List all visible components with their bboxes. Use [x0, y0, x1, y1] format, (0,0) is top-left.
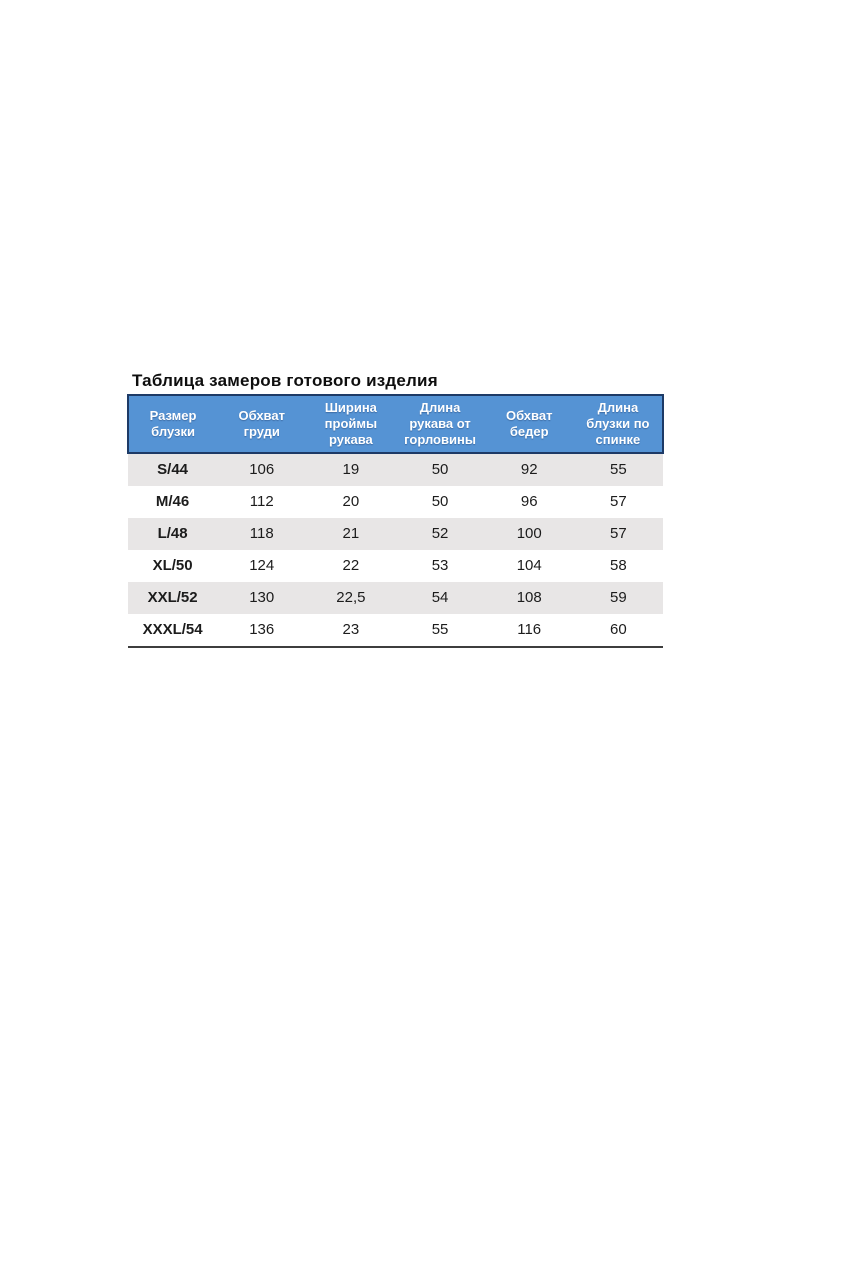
value-cell: 130 — [249, 589, 275, 607]
value-cell: 53 — [431, 557, 449, 575]
column-header-armhole: Ширина проймы рукава — [306, 395, 395, 453]
value-cell: 54 — [431, 589, 449, 607]
value-cell: 52 — [431, 525, 449, 543]
value-cell: 96 — [520, 493, 538, 511]
value-cell: 118 — [249, 525, 274, 543]
value-cell: 106 — [249, 461, 275, 479]
value-cell: 22 — [342, 557, 360, 575]
value-cell: 124 — [249, 557, 275, 575]
value-cell: 21 — [342, 525, 360, 543]
value-cell: 60 — [574, 614, 663, 647]
value-cell: 59 — [610, 589, 627, 607]
value-cell: 19 — [342, 461, 360, 479]
value-cell: 57 — [610, 525, 627, 543]
column-header-sleeve-length: Длина рукава от горловины — [395, 395, 484, 453]
size-chart-table — [127, 394, 664, 648]
table-title: Таблица замеров готового изделия — [132, 371, 438, 390]
size-cell: XL/50 — [152, 557, 193, 575]
size-chart-block — [127, 371, 664, 648]
value-cell: 100 — [516, 525, 542, 543]
value-cell: 50 — [431, 493, 449, 511]
size-cell: L/48 — [157, 525, 188, 543]
value-cell: 55 — [610, 461, 627, 479]
table-row — [128, 518, 663, 550]
column-header-hips: Обхват бедер — [485, 395, 574, 453]
value-cell: 23 — [306, 614, 395, 647]
size-cell: XXL/52 — [147, 589, 198, 607]
size-cell: S/44 — [157, 461, 188, 479]
value-cell: 20 — [342, 493, 360, 511]
value-cell: 116 — [485, 614, 574, 647]
table-row — [128, 453, 663, 486]
value-cell: 136 — [217, 614, 306, 647]
table-row — [128, 550, 663, 582]
value-cell: 22,5 — [336, 589, 366, 607]
value-cell: 92 — [520, 461, 538, 479]
header-row — [128, 395, 663, 453]
table-row — [128, 582, 663, 614]
value-cell: 55 — [395, 614, 484, 647]
table-row — [128, 614, 663, 647]
column-header-chest: Обхват груди — [217, 395, 306, 453]
column-header-back-length: Длина блузки по спинке — [574, 395, 663, 453]
value-cell: 112 — [249, 493, 274, 511]
table-row — [128, 486, 663, 518]
size-cell: XXXL/54 — [128, 614, 217, 647]
value-cell: 50 — [431, 461, 449, 479]
value-cell: 104 — [516, 557, 542, 575]
column-header-size: Размер блузки — [128, 395, 217, 453]
size-cell: M/46 — [155, 493, 190, 511]
value-cell: 108 — [516, 589, 542, 607]
value-cell: 57 — [610, 493, 627, 511]
value-cell: 58 — [610, 557, 627, 575]
